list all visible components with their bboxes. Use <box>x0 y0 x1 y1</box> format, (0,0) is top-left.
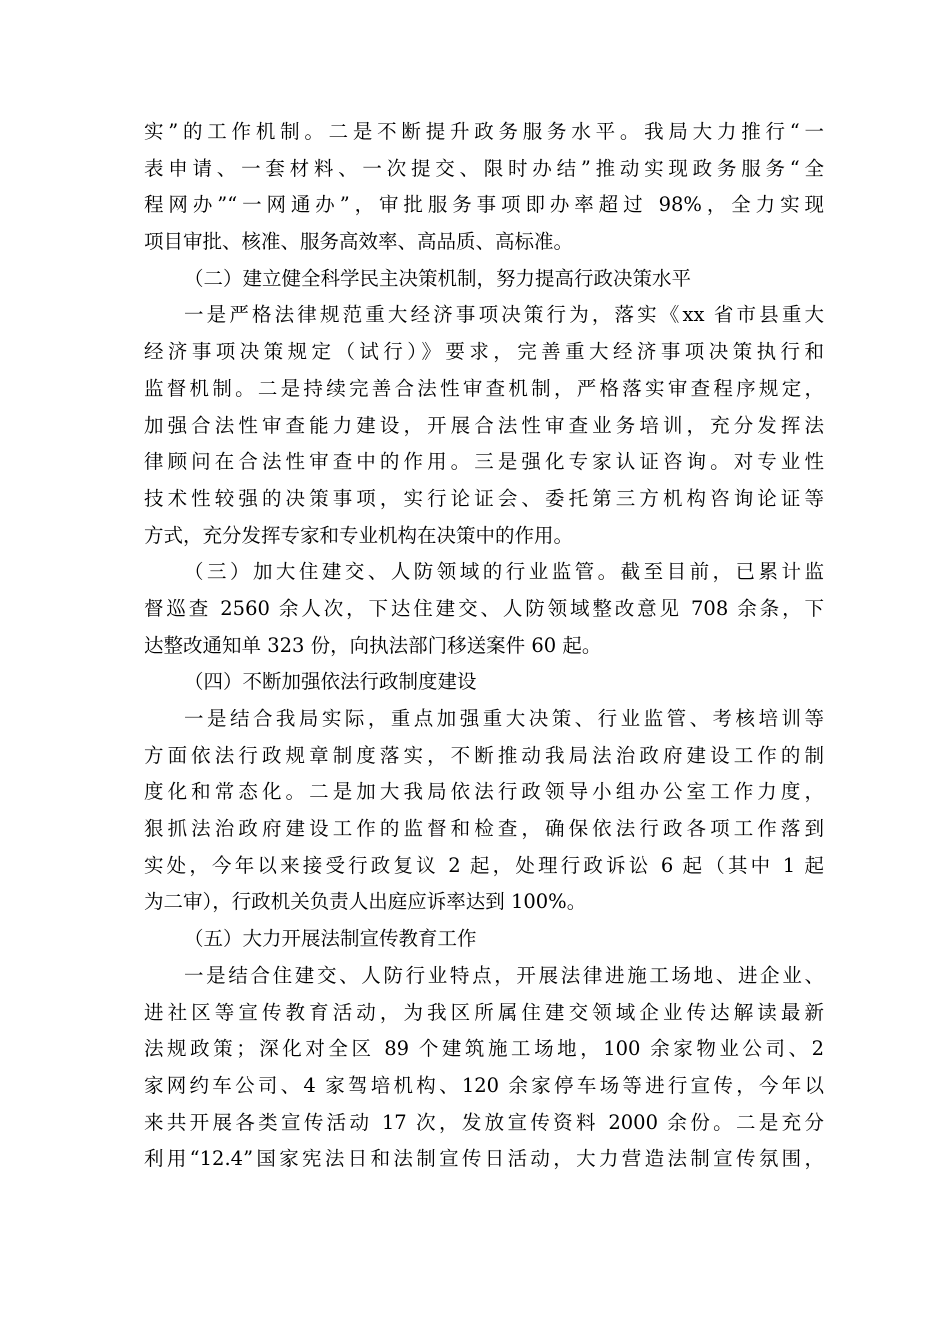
section-heading-2: （二）建立健全科学民主决策机制，努力提高行政决策水平 <box>184 266 692 290</box>
text-line: 来共开展各类宣传活动 17 次，发放宣传资料 2000 余份。二是充分 <box>144 1110 824 1134</box>
text-line: 度化和常态化。二是加大我局依法行政领导小组办公室工作力度， <box>144 780 824 804</box>
text-line: 律顾问在合法性审查中的作用。三是强化专家认证咨询。对专业性 <box>144 450 824 474</box>
text-line: 经济事项决策规定（试行）》要求，完善重大经济事项决策执行和 <box>144 340 824 364</box>
text-line: 一是严格法律规范重大经济事项决策行为，落实《xx 省市县重大 <box>184 303 824 327</box>
text-line: 方式，充分发挥专家和专业机构在决策中的作用。 <box>144 523 574 547</box>
text-line: 一是结合住建交、人防行业特点，开展法律进施工场地、进企业、 <box>184 963 824 987</box>
text-line: 法规政策；深化对全区 89 个建筑施工场地，100 余家物业公司、2 <box>144 1037 824 1061</box>
text-line: 程网办”“一网通办”，审批服务事项即办率超过 98%，全力实现 <box>144 193 824 217</box>
text-line: 表申请、一套材料、一次提交、限时办结”推动实现政务服务“全 <box>144 156 824 180</box>
text-line: 加强合法性审查能力建设，开展合法性审查业务培训，充分发挥法 <box>144 413 824 437</box>
text-line: 狠抓法治政府建设工作的监督和检查，确保依法行政各项工作落到 <box>144 817 824 841</box>
section-heading-3: （三）加大住建交、人防领域的行业监管。截至目前，已累计监 <box>184 560 824 584</box>
text-line: 方面依法行政规章制度落实，不断推动我局法治政府建设工作的制 <box>144 743 824 767</box>
text-line: 督巡查 2560 余人次，下达住建交、人防领域整改意见 708 余条，下 <box>144 596 824 620</box>
text-line: 一是结合我局实际，重点加强重大决策、行业监管、考核培训等 <box>184 707 824 730</box>
text-line: 实”的工作机制。二是不断提升政务服务水平。我局大力推行“一 <box>144 120 824 143</box>
text-line: 实处，今年以来接受行政复议 2 起，处理行政诉讼 6 起（其中 1 起 <box>144 853 824 877</box>
text-line: 为二审），行政机关负责人出庭应诉率达到 100%。 <box>144 890 587 914</box>
text-line: 项目审批、核准、服务高效率、高品质、高标准。 <box>144 230 574 254</box>
document-body <box>144 114 824 1178</box>
section-heading-4: （四）不断加强依法行政制度建设 <box>184 670 477 694</box>
text-line: 达整改通知单 323 份，向执法部门移送案件 60 起。 <box>144 633 602 657</box>
text-line: 利用“12.4”国家宪法日和法制宣传日活动，大力营造法制宣传氛围， <box>144 1147 824 1171</box>
text-line: 进社区等宣传教育活动，为我区所属住建交领域企业传达解读最新 <box>144 1000 824 1024</box>
section-heading-5: （五）大力开展法制宣传教育工作 <box>184 927 477 951</box>
text-line: 技术性较强的决策事项，实行论证会、委托第三方机构咨询论证等 <box>144 486 824 510</box>
text-line: 监督机制。二是持续完善合法性审查机制，严格落实审查程序规定， <box>144 376 824 400</box>
text-line: 家网约车公司、4 家驾培机构、120 余家停车场等进行宣传，今年以 <box>144 1073 824 1097</box>
